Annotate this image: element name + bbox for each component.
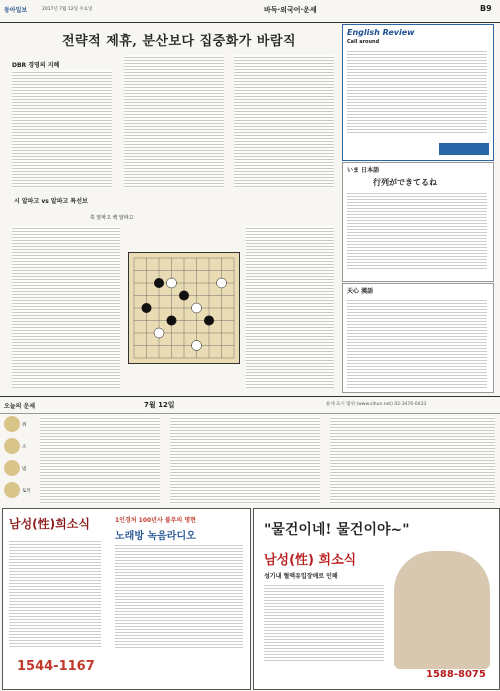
fortune-note: 운세 표시 범위 (www.sihun.net) 02-3476-0433 [326, 402, 427, 407]
rat-icon [4, 416, 20, 432]
go-commentary-right [246, 226, 334, 388]
left-ad-promo-text [115, 543, 243, 649]
english-review-footer [439, 143, 489, 155]
newspaper-brand: 동아일보 [4, 7, 28, 14]
right-ad-sub: 성기내 혈액유입장애로 인해 [264, 573, 338, 580]
right-ad-headline: "물건이네! 물건이야~" [264, 522, 410, 538]
fortune-label: 오늘의 운세 [4, 403, 36, 410]
english-review-text [347, 49, 487, 135]
article-subhead: DBR 경영의 지혜 [12, 62, 60, 69]
go-board [128, 252, 240, 364]
fortune-bar [0, 396, 500, 414]
japanese-lesson-box [342, 162, 494, 282]
left-advertisement [2, 508, 251, 690]
go-section-title: 시 알파고 vs 알파고 특선보 [14, 198, 88, 205]
right-ad-text [264, 583, 384, 663]
english-review-title: English Review [347, 28, 415, 37]
issue-date: 2017년 7월 12일 수요일 [42, 7, 93, 12]
go-commentary-left [12, 226, 120, 388]
go-board-grid [129, 253, 239, 363]
go-players: 흑 알파고 백 알파고 [90, 215, 134, 221]
fortune-text-1 [40, 416, 160, 504]
ox-icon [4, 438, 20, 454]
tiger-icon [4, 460, 20, 476]
left-ad-phone: 1544-1167 [17, 659, 95, 674]
page-number: B9 [480, 4, 492, 13]
right-ad-person-photo [394, 551, 490, 669]
article-body-col2 [124, 55, 224, 188]
section-title: 바둑·외국어·운세 [264, 6, 317, 14]
fortune-text-2 [170, 416, 320, 504]
rabbit-icon [4, 482, 20, 498]
fortune-text-3 [330, 416, 495, 504]
zodiac-list [0, 414, 500, 506]
japanese-lesson-text [347, 191, 487, 271]
right-advertisement [253, 508, 500, 690]
left-ad-brand: 남성(性)희소식 [9, 517, 90, 531]
chinese-lesson-title: 天心 漢語 [347, 288, 374, 295]
left-ad-promo-main: 노래방 녹음라디오 [115, 531, 196, 542]
right-ad-phone: 1588-8075 [426, 669, 486, 680]
left-ad-text [9, 539, 101, 649]
zodiac-rabbit: 토끼 [22, 489, 31, 494]
zodiac-ox: 소 [22, 445, 27, 450]
japanese-lesson-title: いま 日本語 [347, 167, 380, 174]
chinese-lesson-text [347, 298, 487, 388]
article-headline: 전략적 제휴, 분산보다 집중화가 바람직 [62, 34, 297, 49]
zodiac-tiger: 범 [22, 467, 27, 472]
left-ad-promo-top: 1인경처 100년사 불루의 명현 [115, 517, 196, 524]
japanese-key-phrase: 行列ができてるね [373, 178, 437, 187]
english-review-tag: Call around [347, 39, 380, 45]
english-review-box [342, 24, 494, 161]
go-section-bar [12, 194, 334, 208]
article-body-col1 [12, 70, 112, 188]
page-header [0, 0, 500, 23]
right-ad-brand: 남성(性) 희소식 [264, 553, 357, 568]
zodiac-rat: 쥐 [22, 423, 27, 428]
fortune-date: 7월 12일 [144, 401, 175, 409]
article-body-col3 [234, 55, 334, 188]
chinese-lesson-box [342, 283, 494, 393]
